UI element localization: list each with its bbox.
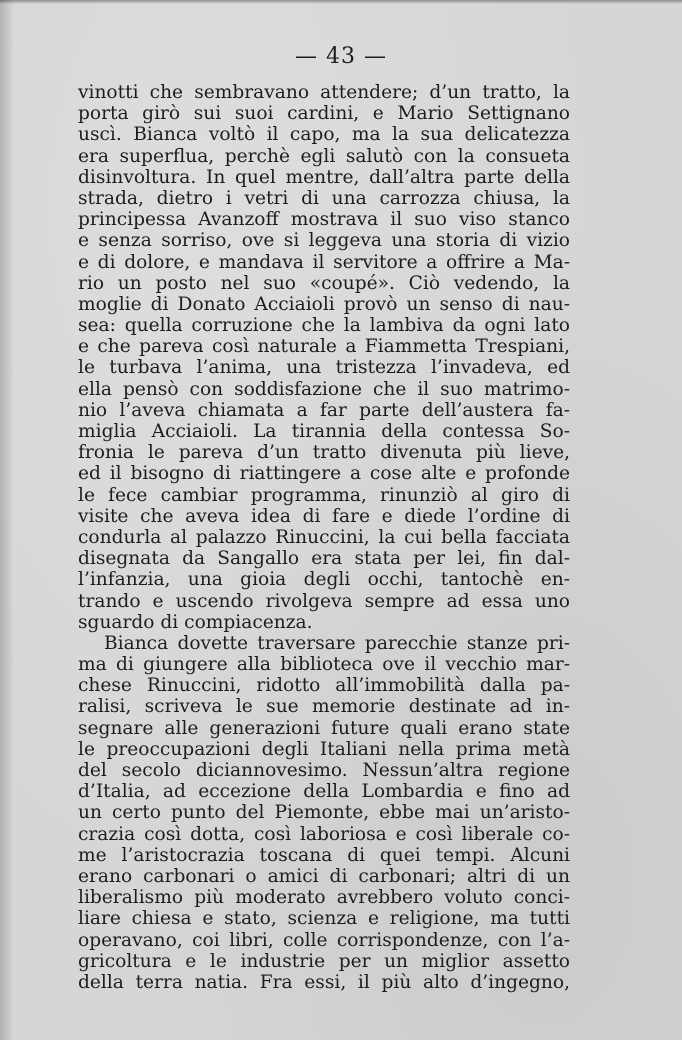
text-line: erano carbonari o amici di carbonari; altri di un — [78, 865, 570, 887]
text-line: me l’aristocrazia toscana di quei tempi. Alcuni — [78, 844, 570, 866]
text-line: uscì. Bianca voltò il capo, ma la sua delicatezza — [78, 124, 570, 146]
text-line: del secolo diciannovesimo. Nessun’altra regione — [78, 760, 570, 781]
text-line: era superflua, perchè egli salutò con la consueta — [78, 145, 570, 167]
text-line: gricoltura e le industrie per un miglior assetto — [78, 950, 570, 972]
text-line: porta girò sui suoi cardini, e Mario Settignano — [78, 103, 570, 125]
text-line: liberalismo più moderato avrebbero voluto conci- — [78, 887, 570, 909]
text-line: sea: quella corruzione che la lambiva da ogni lato — [78, 315, 570, 337]
text-line: le fece cambiar programma, rinunziò al giro di — [78, 484, 570, 506]
text-line: disinvoltura. In quel mentre, dall’altra parte della — [78, 166, 570, 188]
text-line: trando e uscendo rivolgeva sempre ad essa uno — [78, 590, 570, 612]
text-line: della terra natia. Fra essi, il più alto d’ingegno, — [78, 971, 570, 993]
text-line: disegnata da Sangallo era stata per lei, fin dal- — [78, 548, 570, 570]
text-line: fronia le pareva d’un tratto divenuta più lieve, — [78, 442, 570, 464]
page-number: — 43 — — [295, 44, 387, 69]
text-line: principessa Avanzoff mostrava il suo viso stanco — [78, 209, 570, 231]
text-line: miglia Acciaioli. La tirannia della contessa So- — [78, 421, 570, 442]
text-line: ed il bisogno di riattingere a cose alte e profonde — [78, 463, 570, 485]
page-top-edge — [0, 0, 682, 4]
text-line: un certo punto del Piemonte, ebbe mai un’aristo- — [78, 802, 570, 824]
text-line: ralisi, scriveva le sue memorie destinate ad in- — [78, 696, 570, 718]
text-line: Bianca dovette traversare parecchie stanze pri- — [104, 632, 570, 654]
text-line: ma di giungere alla biblioteca ove il vecchio mar- — [78, 654, 570, 676]
binding-gutter-shadow — [0, 0, 14, 1040]
text-line: l’infanzia, una gioia degli occhi, tantochè en- — [78, 569, 570, 591]
text-line: condurla al palazzo Rinuccini, la cui bella facciata — [78, 526, 570, 548]
text-line: liare chiesa e stato, scienza e religione, ma tutti — [78, 908, 570, 930]
text-line: sguardo di compiacenza. — [78, 611, 313, 633]
text-line: chese Rinuccini, ridotto all’immobilità dalla pa- — [78, 675, 570, 697]
text-line: crazia così dotta, così laboriosa e così liberale co- — [78, 823, 570, 845]
body-text — [78, 82, 570, 993]
text-line: moglie di Donato Acciaioli provò un senso di nau- — [78, 293, 570, 315]
text-line: e di dolore, e mandava il servitore a offrire a Ma- — [78, 251, 570, 273]
text-line: rio un posto nel suo «coupé». Ciò vedendo, la — [78, 272, 570, 294]
text-line: segnare alle generazioni future quali erano state — [78, 717, 570, 739]
text-line: e senza sorriso, ove si leggeva una storia di vizio — [78, 230, 570, 252]
text-line: e che pareva così naturale a Fiammetta Trespiani, — [78, 336, 570, 358]
text-line: strada, dietro i vetri di una carrozza chiusa, la — [78, 187, 570, 209]
text-line: d’Italia, ad eccezione della Lombardia e fino ad — [78, 781, 570, 803]
text-line: le turbava l’anima, una tristezza l’invadeva, ed — [78, 357, 570, 379]
text-line: le preoccupazioni degli Italiani nella prima metà — [78, 738, 570, 760]
text-line: operavano, coi libri, colle corrispondenze, con l’a- — [78, 929, 570, 951]
text-line: ella pensò con soddisfazione che il suo matrimo- — [78, 378, 570, 400]
text-line: visite che aveva idea di fare e diede l’ordine di — [78, 505, 570, 527]
text-line: nio l’aveva chiamata a far parte dell’austera fa- — [78, 399, 570, 421]
text-line: vinotti che sembravano attendere; d’un tratto, la — [78, 82, 570, 103]
